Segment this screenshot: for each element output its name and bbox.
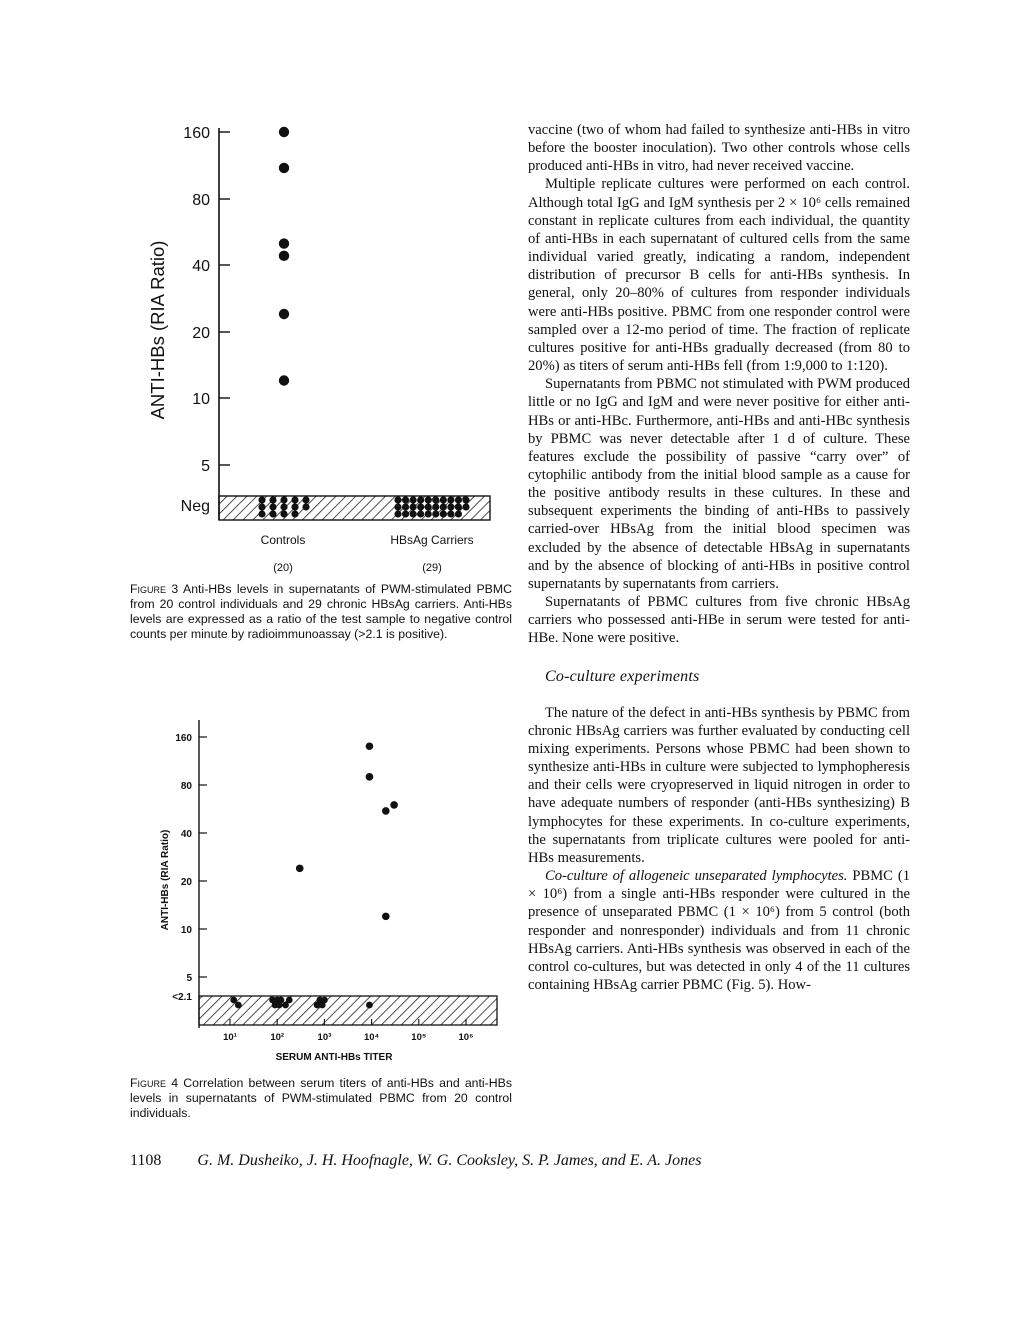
fig3-control-negative-point: [269, 510, 276, 517]
fig3-control-negative-point: [280, 503, 287, 510]
fig3-control-point: [279, 163, 289, 173]
paragraph-6-body: PBMC (1 × 10⁶) from a single anti-HBs responder were cultured in the presence of unseparated PBMC (1 × 10⁶) from 5 control (both responder and nonresponder) individuals and from 11 chronic HBsAg carriers. Anti-HBs synthesis was observed in each of the control co-cultures, but was detected in only 4 of the 11 cultures containing HBsAg carrier PBMC (Fig. 5). How-: [528, 868, 910, 994]
figure-4-caption-text: Correlation between serum titers of anti-HBs and anti-HBs levels in supernatants of PWM-stimulated PBMC from 20 control individuals.: [130, 1076, 512, 1121]
fig3-control-negative-point: [291, 496, 298, 503]
fig3-tick-label: 5: [201, 458, 210, 475]
fig3-y-ticks: [181, 125, 230, 515]
fig3-carrier-negative-point: [410, 510, 417, 517]
fig3-carrier-negative-point: [447, 503, 454, 510]
fig3-carrier-negative-point: [417, 503, 424, 510]
fig4-below-threshold-band: [199, 996, 497, 1025]
fig3-carrier-negative-point: [410, 496, 417, 503]
fig3-carrier-negative-point: [462, 496, 469, 503]
fig3-group-n-controls: (20): [273, 562, 293, 574]
fig4-y-tick-label: 40: [180, 829, 192, 840]
fig4-y-tick-label: 10: [180, 925, 192, 936]
fig3-tick-label: 40: [192, 258, 210, 275]
fig4-point: [382, 913, 390, 921]
fig3-carrier-negative-point: [455, 510, 462, 517]
fig3-group-n-carriers: (29): [422, 562, 442, 574]
fig4-x-tick-label: 10⁴: [363, 1032, 380, 1043]
fig3-y-axis-label: ANTI-HBs (RIA Ratio): [147, 240, 168, 420]
paragraph-2: Multiple replicate cultures were performed on each control. Although total IgG and IgM synthesis per 2 × 10⁶ cells remained constant in replicate cultures from each individual, the quantity of anti-HBs in each supernatant of cultured cells from the same individual varied greatly, indicating a random, independent distribution of precursor B cells for anti-HBs synthesis. In general, only 20–80% of cultures from responder individuals were anti-HBs positive. PBMC from one responder control were sampled over a 12-mo period of time. The fraction of replicate cultures positive for anti-HBs gradually decreased (from 80 to 20%) as titers of serum anti-HBs fell (from 1:9,000 to 1:120).: [528, 176, 910, 375]
fig3-tick-label: Neg: [180, 498, 210, 515]
fig4-x-axis-label: SERUM ANTI-HBs TITER: [275, 1052, 393, 1063]
fig3-control-negative-point: [269, 503, 276, 510]
fig3-control-negative-point: [258, 496, 265, 503]
fig4-y-tick-label: <2.1: [172, 992, 192, 1003]
fig3-group-label-controls: Controls: [260, 533, 306, 547]
page-number: 1108: [130, 1152, 162, 1169]
fig4-y-tick-label: 160: [175, 733, 192, 744]
fig3-tick-label: 10: [192, 391, 210, 408]
fig4-point: [390, 801, 398, 809]
fig4-below-threshold-point: [230, 997, 237, 1004]
paragraph-6: [528, 867, 910, 994]
figure-3: [147, 125, 490, 574]
fig4-below-threshold-point: [278, 997, 285, 1004]
fig3-carrier-negative-point: [455, 496, 462, 503]
fig4-y-axis-label: ANTI-HBs (RIA Ratio): [160, 829, 171, 931]
section-heading: Co-culture experiments: [545, 667, 700, 685]
fig3-carrier-negative-point: [462, 503, 469, 510]
fig3-control-negative-point: [291, 503, 298, 510]
fig3-tick-label: 80: [192, 192, 210, 209]
page-footer: [130, 1152, 701, 1170]
fig4-y-tick-label: 20: [180, 877, 192, 888]
fig3-control-point: [279, 309, 289, 319]
fig3-carrier-negative-point: [402, 496, 409, 503]
fig3-carrier-negative-point: [402, 510, 409, 517]
fig3-tick-label: 160: [183, 125, 210, 142]
fig4-point: [382, 807, 390, 815]
fig3-group-label-carriers: HBsAg Carriers: [390, 533, 474, 547]
fig3-control-negative-point: [280, 510, 287, 517]
fig3-control-point: [279, 127, 289, 137]
fig3-control-point: [279, 238, 289, 248]
figure-3-caption-label: Figure 3: [130, 582, 179, 596]
figure-3-caption: [130, 582, 512, 642]
fig3-carrier-negative-point: [425, 496, 432, 503]
fig4-x-tick-label: 10³: [317, 1032, 332, 1043]
figure-3-caption-text: Anti-HBs levels in supernatants of PWM-stimulated PBMC from 20 control individuals and 29 chronic HBsAg carriers. Anti-HBs levels are expressed as a ratio of the test sample to negative control counts per minute by radioimmunoassay (>2.1 is positive).: [130, 582, 512, 642]
fig3-carrier-negative-point: [440, 503, 447, 510]
fig3-control-negative-point: [302, 503, 309, 510]
fig4-point: [296, 865, 304, 873]
fig4-point: [366, 742, 374, 750]
fig3-carrier-negative-point: [440, 510, 447, 517]
fig3-control-negative-point: [258, 510, 265, 517]
fig4-x-tick-label: 10¹: [223, 1032, 237, 1043]
fig3-carrier-negative-point: [402, 503, 409, 510]
fig3-carrier-negative-point: [432, 503, 439, 510]
fig3-carrier-negative-point: [394, 503, 401, 510]
figure-4-caption: [130, 1076, 512, 1121]
fig3-carrier-negative-point: [417, 510, 424, 517]
fig3-carrier-negative-point: [425, 503, 432, 510]
fig3-control-point: [279, 251, 289, 261]
paragraph-4: Supernatants of PBMC cultures from five chronic HBsAg carriers who possessed anti-HBe in serum were tested for anti-HBe. None were positive.: [528, 594, 910, 647]
fig3-carrier-negative-point: [432, 510, 439, 517]
figure-4: [160, 720, 497, 1063]
paragraph-3: Supernatants from PBMC not stimulated with PWM produced little or no IgG and IgM and were never positive for either anti-HBs or anti-HBc. Furthermore, anti-HBs and anti-HBc synthesis by PBMC was never detectable after 1 d of culture. These features exclude the possibility of passive “carry over” of cytophilic antibody from the initial blood sample as a cause for the positive antibody results in these cultures. In these and subsequent experiments the binding of anti-HBs to passively carried-over HBsAg from the initial blood specimen was excluded by the absence of detectable HBsAg in supernatants and by the absence of blocking of anti-HBs in positive control supernatants by supernatants from carriers.: [528, 376, 910, 592]
fig3-carrier-negative-point: [455, 503, 462, 510]
fig3-tick-label: 20: [192, 325, 210, 342]
author-list: G. M. Dusheiko, J. H. Hoofnagle, W. G. Cooksley, S. P. James, and E. A. Jones: [197, 1152, 702, 1169]
fig3-control-negative-point: [258, 503, 265, 510]
fig4-point: [366, 773, 374, 781]
paragraph-5: The nature of the defect in anti-HBs synthesis by PBMC from chronic HBsAg carriers was further evaluated by conducting cell mixing experiments. Persons whose PBMC had been shown to synthesize anti-HBs in culture were subjected to lymphopheresis and their cells were cryopreserved in liquid nitrogen in order to have adequate numbers of responder (anti-HBs synthesizing) B lymphocytes for these experiments. In co-culture experiments, the supernatants from triplicate cultures were pooled for anti-HBs measurements.: [528, 704, 910, 866]
fig4-below-threshold-point: [366, 1002, 373, 1009]
fig3-control-negative-point: [280, 496, 287, 503]
fig4-below-threshold-point: [321, 997, 328, 1004]
fig4-y-tick-label: 5: [186, 973, 192, 984]
fig4-x-tick-label: 10⁶: [458, 1032, 474, 1043]
fig4-below-threshold-point: [286, 997, 293, 1004]
fig4-data-points: [230, 742, 398, 1008]
fig3-carrier-negative-point: [394, 510, 401, 517]
fig4-y-ticks: [172, 733, 207, 1003]
fig4-y-tick-label: 80: [180, 781, 192, 792]
fig3-control-point: [279, 375, 289, 385]
paragraph-6-title: Co-culture of allogeneic unseparated lymphocytes.: [545, 868, 848, 885]
fig3-carrier-negative-point: [425, 510, 432, 517]
fig4-below-threshold-point: [235, 1002, 242, 1009]
paragraph-1: vaccine (two of whom had failed to synthesize anti-HBs in vitro before the booster inoculation). Two other controls whose cells produced anti-HBs in vitro, had never received vaccine.: [528, 122, 910, 175]
fig4-x-tick-label: 10⁵: [411, 1032, 427, 1043]
fig3-control-negative-point: [302, 496, 309, 503]
fig3-carrier-negative-point: [447, 510, 454, 517]
figure-4-caption-label: Figure 4: [130, 1076, 179, 1090]
fig3-carrier-negative-point: [410, 503, 417, 510]
right-text-column: [528, 121, 910, 994]
fig3-carrier-negative-point: [440, 496, 447, 503]
fig4-x-tick-label: 10²: [270, 1032, 285, 1043]
fig3-carrier-negative-point: [447, 496, 454, 503]
fig3-carrier-negative-point: [394, 496, 401, 503]
fig3-control-negative-point: [269, 496, 276, 503]
fig3-carrier-negative-point: [417, 496, 424, 503]
fig3-data-points: [258, 127, 469, 518]
fig3-control-negative-point: [291, 510, 298, 517]
fig3-carrier-negative-point: [432, 496, 439, 503]
